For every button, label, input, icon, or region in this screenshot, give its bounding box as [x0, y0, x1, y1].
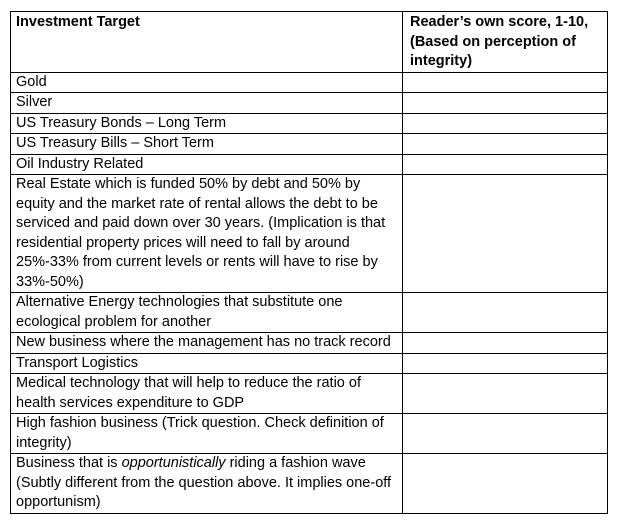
- row-target: Oil Industry Related: [11, 154, 403, 175]
- row-score-cell[interactable]: [403, 353, 608, 374]
- row-score-cell[interactable]: [403, 293, 608, 333]
- header-reader-score: Reader’s own score, 1-10, (Based on perception of integrity): [403, 12, 608, 73]
- table-row: [11, 414, 608, 454]
- row-score-cell[interactable]: [403, 414, 608, 454]
- row-score-cell[interactable]: [403, 72, 608, 93]
- table-row: [11, 154, 608, 175]
- row-target: Silver: [11, 93, 403, 114]
- row-score-cell[interactable]: [403, 454, 608, 514]
- row-target: Alternative Energy technologies that substitute one ecological problem for another: [11, 293, 403, 333]
- table-header-row: [11, 12, 608, 73]
- table-row: [11, 175, 608, 293]
- row-score-cell[interactable]: [403, 374, 608, 414]
- row-score-cell[interactable]: [403, 134, 608, 155]
- table-row: [11, 333, 608, 354]
- row-score-cell[interactable]: [403, 175, 608, 293]
- table-row: [11, 72, 608, 93]
- row-target: Transport Logistics: [11, 353, 403, 374]
- row-target: High fashion business (Trick question. Check definition of integrity): [11, 414, 403, 454]
- table-row: [11, 293, 608, 333]
- row-score-cell[interactable]: [403, 154, 608, 175]
- table-row: [11, 353, 608, 374]
- table-row: [11, 134, 608, 155]
- investment-score-table: [10, 11, 608, 514]
- row-target: Gold: [11, 72, 403, 93]
- row-target-text-after: riding a fashion wave (Subtly different from the question above. It implies one-off opportunism): [16, 455, 392, 510]
- row-target-emphasis: opportunistically: [121, 455, 226, 471]
- table-row: [11, 454, 608, 514]
- row-score-cell[interactable]: [403, 333, 608, 354]
- row-target: Real Estate which is funded 50% by debt and 50% by equity and the market rate of rental allows the debt to be serviced and paid down over 30 years. (Implication is that residential property prices will need to fall by around 25%-33% from current levels or rents will have to rise by 33%-50%): [11, 175, 403, 293]
- header-investment-target: Investment Target: [11, 12, 403, 73]
- row-score-cell[interactable]: [403, 93, 608, 114]
- row-score-cell[interactable]: [403, 113, 608, 134]
- table-row: [11, 113, 608, 134]
- table-row: [11, 374, 608, 414]
- row-target: New business where the management has no track record: [11, 333, 403, 354]
- row-target: [11, 454, 403, 514]
- table-row: [11, 93, 608, 114]
- row-target-text-before: Business that is: [16, 455, 122, 471]
- row-target: US Treasury Bonds – Long Term: [11, 113, 403, 134]
- row-target: US Treasury Bills – Short Term: [11, 134, 403, 155]
- row-target: Medical technology that will help to reduce the ratio of health services expenditure to GDP: [11, 374, 403, 414]
